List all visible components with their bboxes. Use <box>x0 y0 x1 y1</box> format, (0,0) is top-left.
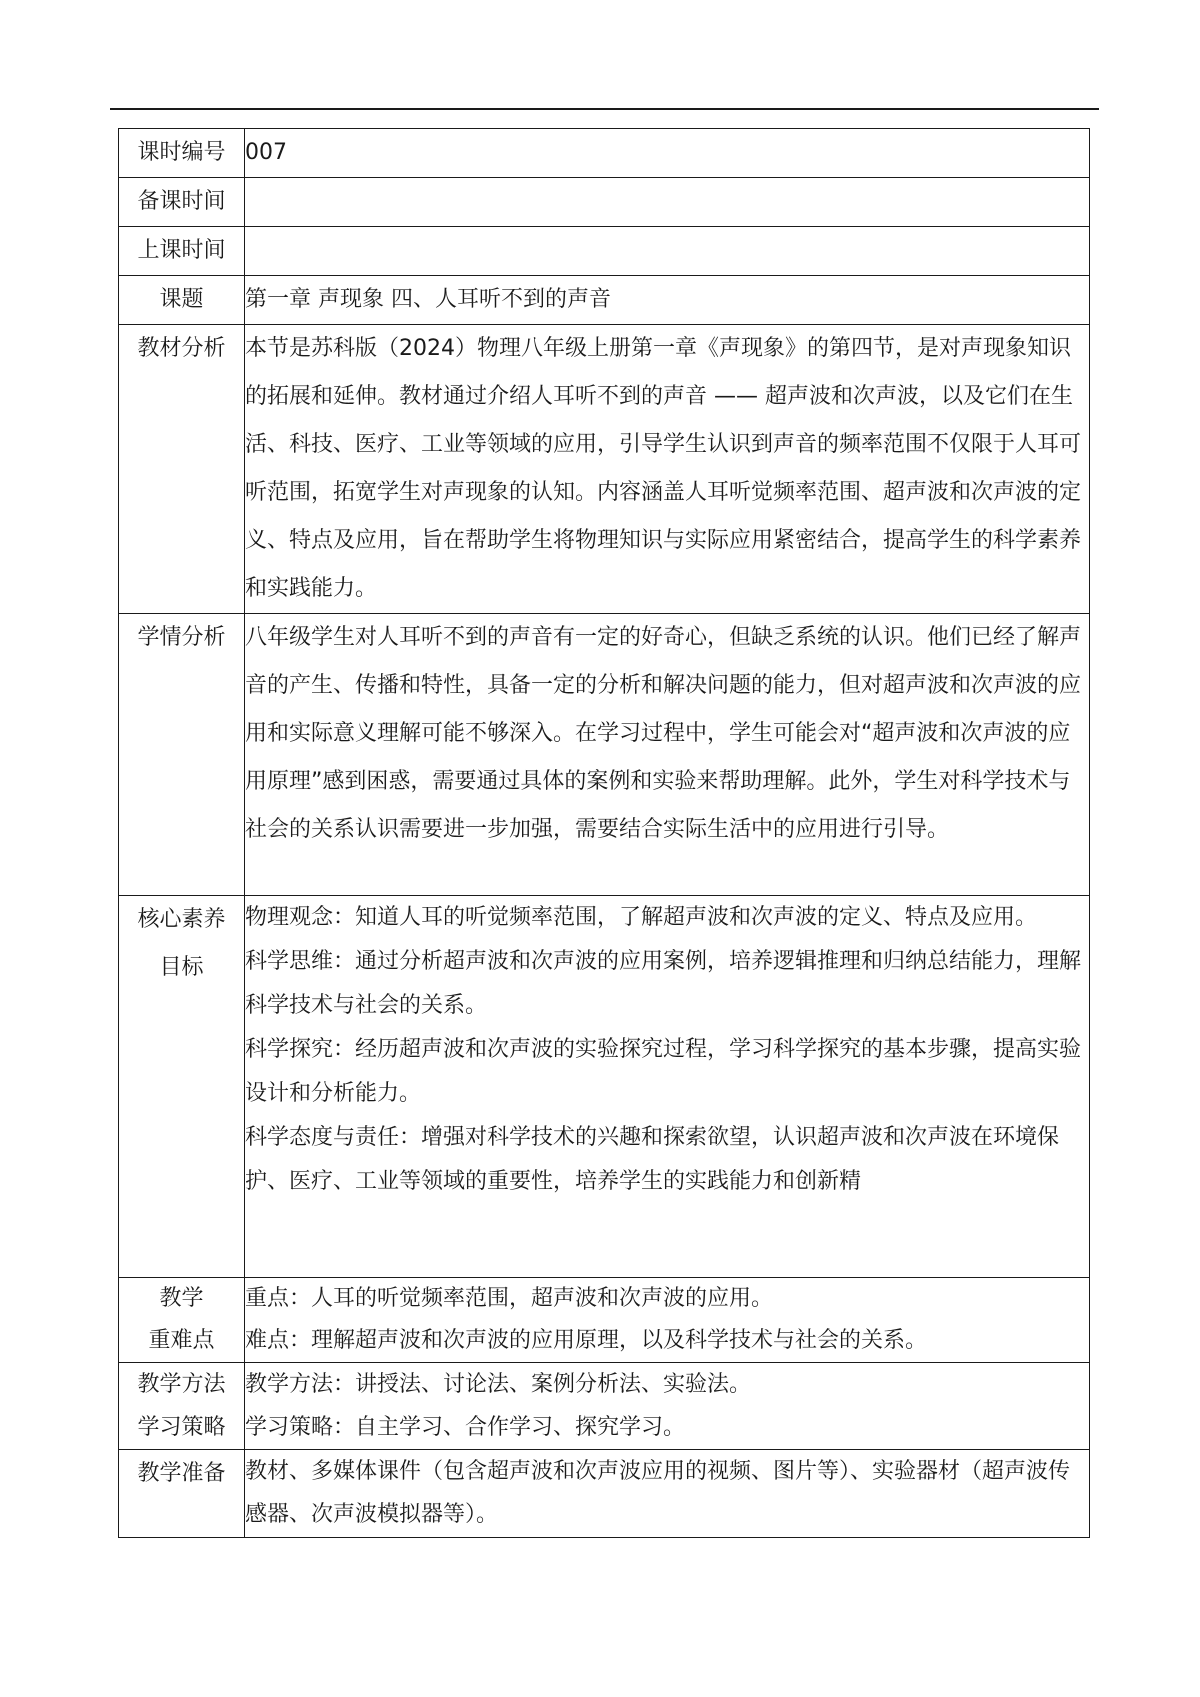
label-line: 教学 <box>159 1286 204 1311</box>
label-line: 重难点 <box>148 1328 215 1353</box>
row-label <box>119 325 245 614</box>
table-row <box>119 178 1090 227</box>
row-label <box>119 614 245 896</box>
row-label <box>119 178 245 227</box>
table-row <box>119 276 1090 325</box>
row-label <box>119 1363 245 1450</box>
row-label <box>119 276 245 325</box>
table-row <box>119 129 1090 178</box>
content-text: 学习策略：自主学习、合作学习、探究学习。 <box>245 1415 686 1440</box>
table-row <box>119 614 1090 896</box>
table-row <box>119 1363 1090 1450</box>
row-content <box>245 227 1090 276</box>
row-content <box>245 896 1090 1278</box>
table-row <box>119 1450 1090 1538</box>
table-row <box>119 896 1090 1278</box>
row-label <box>119 1450 245 1538</box>
content-text: 教材、多媒体课件（包含超声波和次声波应用的视频、图片等）、实验器材（超声波传感器、次声波模拟器等）。 <box>245 1459 1071 1527</box>
content-text: 科学探究：经历超声波和次声波的实验探究过程，学习科学探究的基本步骤，提高实验设计和分析能力。 <box>245 1037 1082 1106</box>
row-content <box>245 325 1090 614</box>
content-text: 八年级学生对人耳听不到的声音有一定的好奇心，但缺乏系统的认识。他们已经了解声音的产生、传播和特性，具备一定的分析和解决问题的能力，但对超声波和次声波的应用和实际意义理解可能不够深入。在学习过程中，学生可能会对“超声波和次声波的应用原理”感到困惑，需要通过具体的案例和实验来帮助理解。此外，学生对科学技术与社会的关系认识需要进一步加强，需要结合实际生活中的应用进行引导。 <box>245 625 1082 842</box>
row-content <box>245 129 1090 178</box>
label-line: 备课时间 <box>137 189 226 214</box>
row-content <box>245 276 1090 325</box>
lesson-plan-table <box>118 128 1090 1538</box>
label-line: 核心素养 <box>137 907 226 932</box>
label-line: 教学方法 <box>137 1372 226 1397</box>
label-line: 学情分析 <box>137 625 226 650</box>
content-text: 难点：理解超声波和次声波的应用原理，以及科学技术与社会的关系。 <box>245 1328 928 1353</box>
label-line: 目标 <box>159 955 204 980</box>
label-line: 学习策略 <box>137 1415 226 1440</box>
row-label <box>119 896 245 1278</box>
header-rule <box>110 108 1099 110</box>
label-line: 教材分析 <box>137 336 226 361</box>
row-content <box>245 1450 1090 1538</box>
table-row <box>119 227 1090 276</box>
row-content <box>245 1278 1090 1363</box>
content-text: 重点：人耳的听觉频率范围，超声波和次声波的应用。 <box>245 1286 774 1311</box>
content-clip <box>245 896 1089 1276</box>
content-text: 第一章 声现象 四、人耳听不到的声音 <box>245 287 611 312</box>
row-content <box>245 614 1090 896</box>
row-label <box>119 1278 245 1363</box>
label-line: 教学准备 <box>137 1461 226 1486</box>
row-label <box>119 227 245 276</box>
content-text: 教学方法：讲授法、讨论法、案例分析法、实验法。 <box>245 1372 752 1397</box>
table-row <box>119 325 1090 614</box>
content-text: 007 <box>245 140 287 165</box>
row-content <box>245 178 1090 227</box>
row-content <box>245 1363 1090 1450</box>
row-label <box>119 129 245 178</box>
content-text: 科学态度与责任：增强对科学技术的兴趣和探索欲望，认识超声波和次声波在环境保护、医疗、工业等领域的重要性，培养学生的实践能力和创新精 <box>245 1125 1060 1194</box>
table-row <box>119 1278 1090 1363</box>
label-line: 课时编号 <box>137 140 226 165</box>
content-text: 物理观念：知道人耳的听觉频率范围，了解超声波和次声波的定义、特点及应用。 <box>245 905 1038 930</box>
label-line: 上课时间 <box>137 238 226 263</box>
content-text: 科学思维：通过分析超声波和次声波的应用案例，培养逻辑推理和归纳总结能力，理解科学技术与社会的关系。 <box>245 949 1082 1018</box>
content-text: 本节是苏科版（2024）物理八年级上册第一章《声现象》的第四节，是对声现象知识的拓展和延伸。教材通过介绍人耳听不到的声音 —— 超声波和次声波，以及它们在生活、科技、医疗、工业等领域的应用，引导学生认识到声音的频率范围不仅限于人耳可听范围，拓宽学生对声现象的认知。内容涵盖人耳听觉频率范围、超声波和次声波的定义、特点及应用，旨在帮助学生将物理知识与实际应用紧密结合，提高学生的科学素养和实践能力。 <box>245 336 1082 601</box>
label-line: 课题 <box>159 287 204 312</box>
